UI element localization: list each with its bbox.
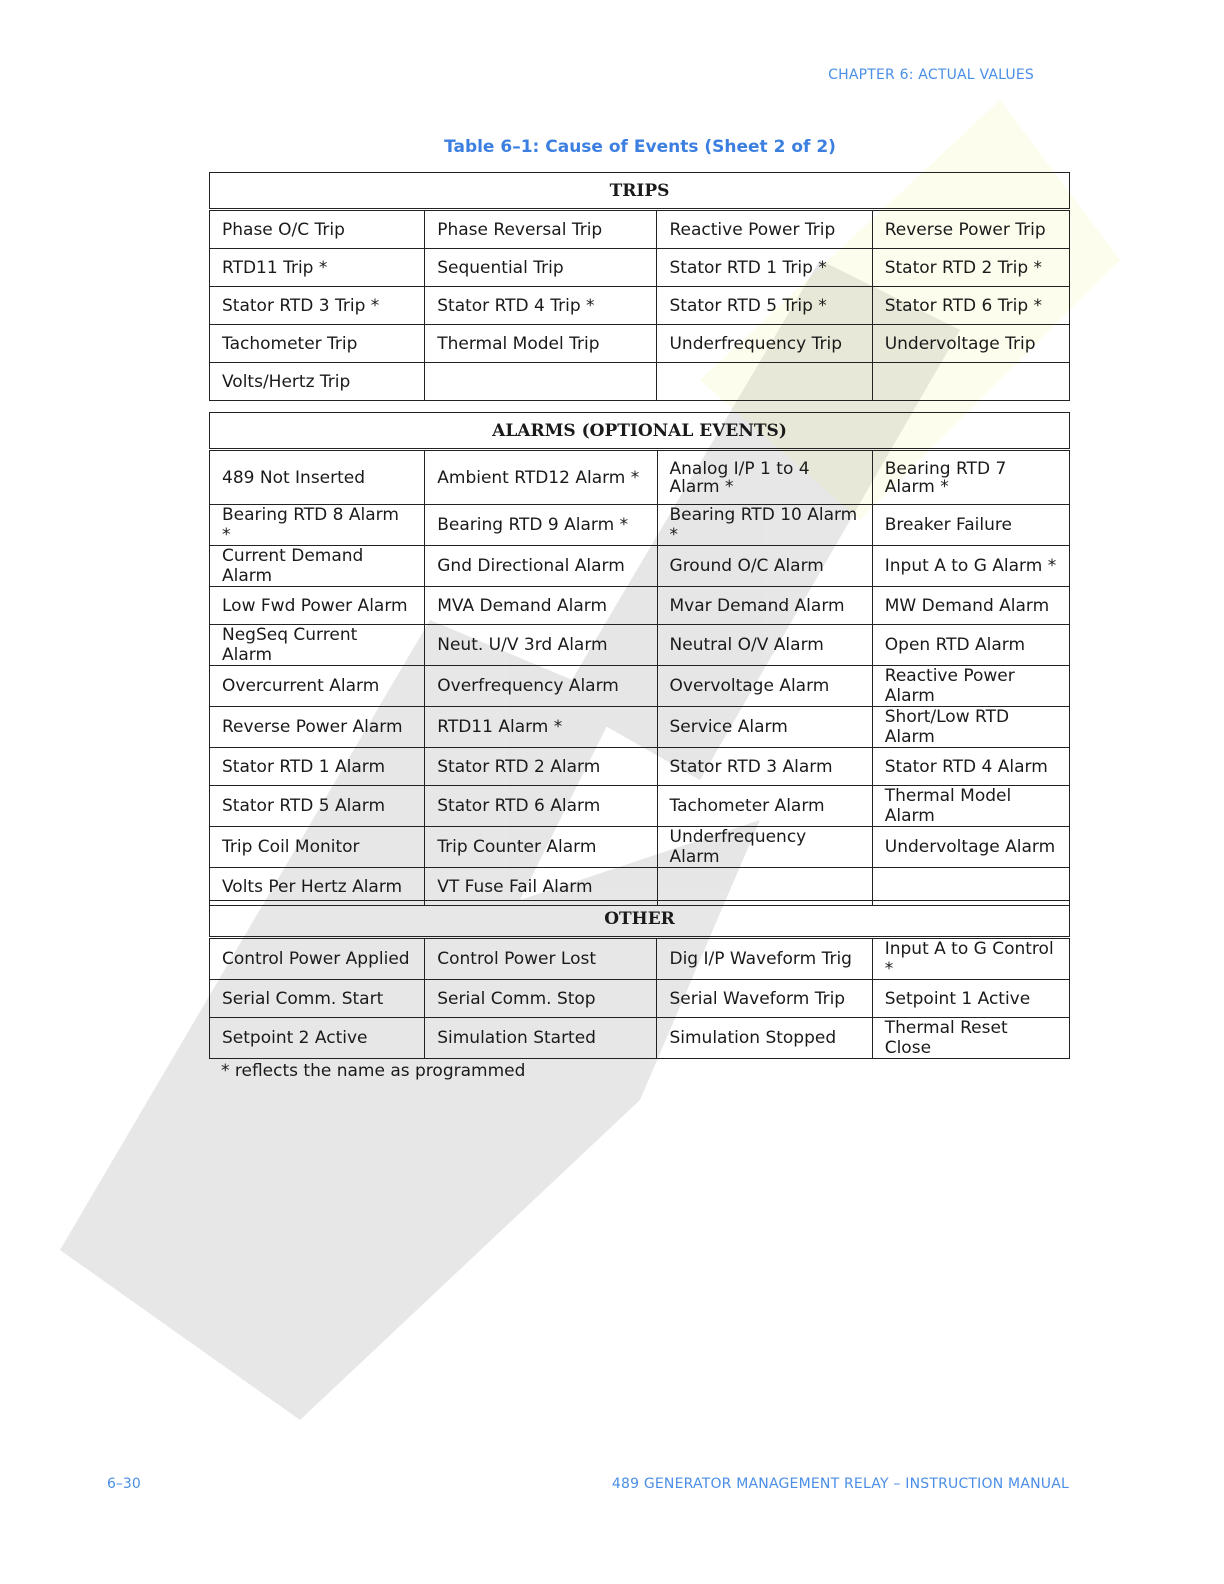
- footnote: * reflects the name as programmed: [221, 1061, 526, 1081]
- table-cell: Trip Coil Monitor: [210, 827, 425, 868]
- table-cell: Ambient RTD12 Alarm *: [425, 450, 657, 505]
- table-row: [210, 287, 1070, 325]
- table-cell: Bearing RTD 9 Alarm *: [425, 505, 657, 546]
- table-row: [210, 827, 1070, 868]
- table-row: [210, 707, 1070, 748]
- table-cell: Serial Comm. Stop: [425, 980, 657, 1018]
- table-cell: Sequential Trip: [425, 249, 657, 287]
- table-cell: MW Demand Alarm: [872, 587, 1069, 625]
- other-table: [209, 900, 1070, 1059]
- table-cell: Stator RTD 3 Trip *: [210, 287, 425, 325]
- table-row: [210, 505, 1070, 546]
- table-cell: Thermal Model Trip: [425, 325, 657, 363]
- table-cell: Overcurrent Alarm: [210, 666, 425, 707]
- table-row: [210, 587, 1070, 625]
- chapter-header: CHAPTER 6: ACTUAL VALUES: [828, 67, 1034, 83]
- table-cell: Trip Counter Alarm: [425, 827, 657, 868]
- table-cell: Input A to G Control *: [872, 938, 1069, 980]
- table-cell: Stator RTD 3 Alarm: [657, 748, 872, 786]
- table-cell: Volts/Hertz Trip: [210, 363, 425, 401]
- table-cell: Overfrequency Alarm: [425, 666, 657, 707]
- table-cell: Stator RTD 5 Trip *: [657, 287, 872, 325]
- other-heading: OTHER: [210, 901, 1070, 938]
- table-cell: Short/Low RTD Alarm: [872, 707, 1069, 748]
- table-row: [210, 938, 1070, 980]
- table-cell: Current Demand Alarm: [210, 546, 425, 587]
- manual-title: 489 GENERATOR MANAGEMENT RELAY – INSTRUCTION MANUAL: [611, 1476, 1069, 1492]
- table-cell: Open RTD Alarm: [872, 625, 1069, 666]
- table-cell: Thermal Model Alarm: [872, 786, 1069, 827]
- table-row: [210, 249, 1070, 287]
- table-cell: Overvoltage Alarm: [657, 666, 872, 707]
- table-cell: Bearing RTD 10 Alarm *: [657, 505, 872, 546]
- table-cell: RTD11 Alarm *: [425, 707, 657, 748]
- trips-heading: TRIPS: [210, 173, 1070, 210]
- table-cell: Tachometer Trip: [210, 325, 425, 363]
- table-cell: Service Alarm: [657, 707, 872, 748]
- table-cell: Underfrequency Alarm: [657, 827, 872, 868]
- table-row: [210, 625, 1070, 666]
- page-number: 6–30: [107, 1476, 141, 1492]
- table-cell: Bearing RTD 8 Alarm *: [210, 505, 425, 546]
- table-cell: 489 Not Inserted: [210, 450, 425, 505]
- table-cell: Undervoltage Trip: [872, 325, 1069, 363]
- table-row: [210, 748, 1070, 786]
- table-row: [210, 546, 1070, 587]
- table-cell: VT Fuse Fail Alarm: [425, 868, 657, 906]
- table-cell: Stator RTD 6 Alarm: [425, 786, 657, 827]
- table-cell: Neut. U/V 3rd Alarm: [425, 625, 657, 666]
- table-cell: Reactive Power Alarm: [872, 666, 1069, 707]
- table-cell: Reverse Power Alarm: [210, 707, 425, 748]
- table-cell: Setpoint 2 Active: [210, 1018, 425, 1059]
- table-cell: Input A to G Alarm *: [872, 546, 1069, 587]
- table-cell: Stator RTD 2 Trip *: [872, 249, 1069, 287]
- table-cell: [872, 363, 1069, 401]
- table-cell: [425, 363, 657, 401]
- table-cell: Phase Reversal Trip: [425, 210, 657, 249]
- table-cell: Simulation Stopped: [657, 1018, 872, 1059]
- table-row: [210, 363, 1070, 401]
- table-cell: Stator RTD 4 Trip *: [425, 287, 657, 325]
- table-cell: Stator RTD 1 Trip *: [657, 249, 872, 287]
- table-title: Table 6–1: Cause of Events (Sheet 2 of 2): [444, 137, 836, 157]
- table-row: [210, 450, 1070, 505]
- table-cell: Gnd Directional Alarm: [425, 546, 657, 587]
- table-cell: Stator RTD 2 Alarm: [425, 748, 657, 786]
- table-cell: Setpoint 1 Active: [872, 980, 1069, 1018]
- trips-table: [209, 172, 1070, 401]
- table-cell: Reactive Power Trip: [657, 210, 872, 249]
- table-cell: Control Power Lost: [425, 938, 657, 980]
- table-cell: Bearing RTD 7 Alarm *: [872, 450, 1069, 505]
- table-row: [210, 980, 1070, 1018]
- table-cell: [657, 363, 872, 401]
- table-cell: RTD11 Trip *: [210, 249, 425, 287]
- table-cell: NegSeq Current Alarm: [210, 625, 425, 666]
- table-cell: Low Fwd Power Alarm: [210, 587, 425, 625]
- table-cell: Stator RTD 5 Alarm: [210, 786, 425, 827]
- table-cell: Underfrequency Trip: [657, 325, 872, 363]
- table-cell: Reverse Power Trip: [872, 210, 1069, 249]
- table-cell: Volts Per Hertz Alarm: [210, 868, 425, 906]
- alarms-table: [209, 412, 1070, 906]
- table-cell: Phase O/C Trip: [210, 210, 425, 249]
- table-cell: Mvar Demand Alarm: [657, 587, 872, 625]
- table-cell: Simulation Started: [425, 1018, 657, 1059]
- table-row: [210, 1018, 1070, 1059]
- table-cell: Serial Waveform Trip: [657, 980, 872, 1018]
- table-cell: Stator RTD 4 Alarm: [872, 748, 1069, 786]
- table-row: [210, 325, 1070, 363]
- table-cell: Dig I/P Waveform Trig: [657, 938, 872, 980]
- alarms-heading: ALARMS (OPTIONAL EVENTS): [210, 413, 1070, 450]
- table-cell: Serial Comm. Start: [210, 980, 425, 1018]
- table-cell: Breaker Failure: [872, 505, 1069, 546]
- table-cell: Ground O/C Alarm: [657, 546, 872, 587]
- table-cell: Control Power Applied: [210, 938, 425, 980]
- table-row: [210, 786, 1070, 827]
- table-cell: Stator RTD 6 Trip *: [872, 287, 1069, 325]
- table-cell: Analog I/P 1 to 4 Alarm *: [657, 450, 872, 505]
- table-cell: Stator RTD 1 Alarm: [210, 748, 425, 786]
- table-cell: Undervoltage Alarm: [872, 827, 1069, 868]
- table-cell: Thermal Reset Close: [872, 1018, 1069, 1059]
- table-cell: Neutral O/V Alarm: [657, 625, 872, 666]
- table-cell: Tachometer Alarm: [657, 786, 872, 827]
- table-cell: MVA Demand Alarm: [425, 587, 657, 625]
- table-row: [210, 666, 1070, 707]
- table-row: [210, 210, 1070, 249]
